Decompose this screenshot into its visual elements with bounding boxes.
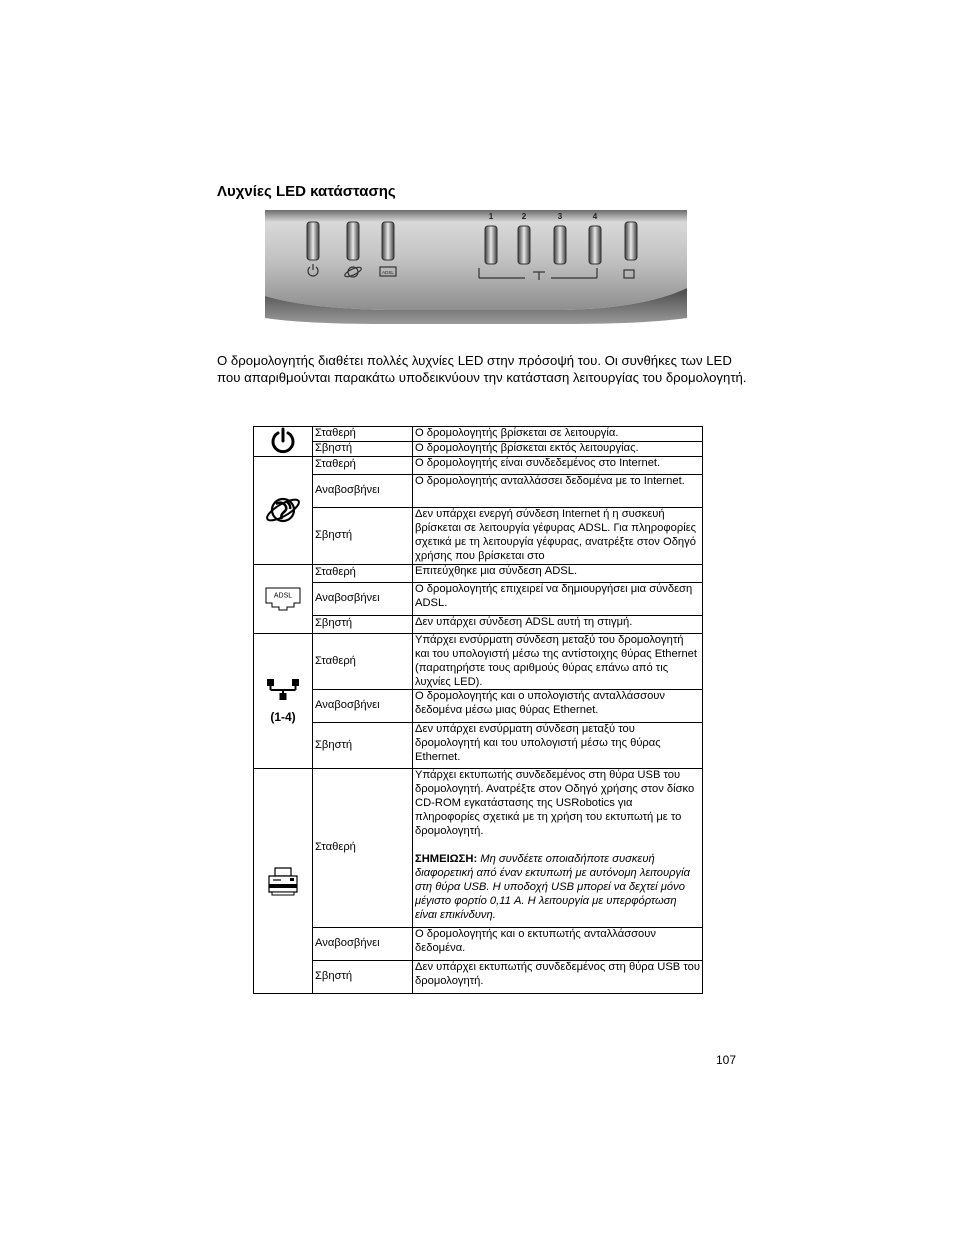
table-row: [254, 769, 703, 928]
table-row: [254, 427, 703, 442]
power-icon: [270, 427, 296, 455]
table-row: [254, 633, 703, 690]
printer-icon: [266, 866, 300, 896]
led-state: Αναβοσβήνει: [313, 582, 413, 615]
table-row: [254, 961, 703, 994]
led-description: Ο δρομολογητής είναι συνδεδεμένος στο Internet.: [413, 456, 703, 474]
usb-led-cell: [254, 769, 313, 994]
led-description: Υπάρχει εκτυπωτής συνδεδεμένος στη θύρα USB του δρομολογητή. Ανατρέξτε στον Οδηγό χρήσης στον δίσκο CD-ROM εγκατάστασης της USRobotics για πληροφορίες σχετικά με τη χρήση του εκτυπωτή με το δρομολογητή.: [415, 769, 695, 838]
internet-globe-icon: [263, 493, 303, 527]
led-state: Σταθερή: [313, 633, 413, 690]
led-description-cell: [413, 769, 703, 928]
ethernet-network-icon: [265, 677, 301, 701]
usb-note: [415, 853, 700, 923]
led-state: Σβηστή: [313, 507, 413, 564]
table-row: [254, 564, 703, 582]
intro-paragraph: Ο δρομολογητής διαθέτει πολλές λυχνίες LED στην πρόσοψή του. Οι συνθήκες των LED που απαριθμούνται παρακάτω υποδεικνύουν την κατάσταση λειτουργίας του δρομολογητή.: [217, 353, 747, 385]
led-description: Επιτεύχθηκε μια σύνδεση ADSL.: [413, 564, 703, 582]
led-description: Δεν υπάρχει σύνδεση ADSL αυτή τη στιγμή.: [413, 615, 703, 633]
ethernet-led-cell: [254, 633, 313, 769]
led-description: Ο δρομολογητής βρίσκεται εκτός λειτουργίας.: [413, 441, 703, 456]
table-row: [254, 690, 703, 723]
led-state: Σταθερή: [313, 456, 413, 474]
led-state: Αναβοσβήνει: [313, 928, 413, 961]
router-front-panel-image: [265, 210, 687, 326]
led-state: Σταθερή: [313, 427, 413, 442]
table-row: [254, 441, 703, 456]
panel-adsl-label: ADSL: [382, 270, 394, 275]
power-led-cell: [254, 427, 313, 457]
led-status-table: [253, 426, 703, 994]
led-state: Αναβοσβήνει: [313, 690, 413, 723]
led-description: Δεν υπάρχει εκτυπωτής συνδεδεμένος στη θύρα USB του δρομολογητή.: [413, 961, 703, 994]
led-description: Δεν υπάρχει ενεργή σύνδεση Internet ή η συσκευή βρίσκεται σε λειτουργία γέφυρας ADSL. Για πληροφορίες σχετικά με τη λειτουργία γέφυρας, ανατρέξτε στον Οδηγό χρήσης που βρίσκεται στο: [413, 507, 703, 564]
adsl-icon-label: ADSL: [273, 592, 293, 600]
port-label: 3: [557, 212, 563, 221]
note-label: ΣΗΜΕΙΩΣΗ:: [415, 852, 478, 865]
table-row: [254, 928, 703, 961]
table-row: [254, 474, 703, 507]
led-state: Σταθερή: [313, 564, 413, 582]
led-state: Σβηστή: [313, 961, 413, 994]
led-state: Σβηστή: [313, 723, 413, 769]
ethernet-port-range: (1-4): [270, 710, 296, 725]
led-state: Σβηστή: [313, 615, 413, 633]
router-panel-drawing: [265, 210, 687, 326]
note-text: Μη συνδέετε οποιαδήποτε συσκευή διαφορετική από έναν εκτυπωτή με αυτόνομη λειτουργία στη θύρα USB. Η υποδοχή USB μπορεί να δεχτεί μόνο μέγιστο φορτίο 0,11 A. Η λειτουργία με υπερφόρτωση είναι επικίνδυνη.: [415, 852, 690, 921]
port-label: 2: [521, 212, 527, 221]
led-description: Υπάρχει ενσύρματη σύνδεση μεταξύ του δρομολογητή και του υπολογιστή μέσω της αντίστοιχης θύρας Ethernet (παρατηρήστε τους αριθμούς θύρας επάνω από τις λυχνίες LED).: [413, 633, 703, 690]
table-row: [254, 507, 703, 564]
table-row: [254, 615, 703, 633]
led-state: Σταθερή: [313, 769, 413, 928]
section-heading: Λυχνίες LED κατάστασης: [217, 183, 396, 200]
page-number: 107: [716, 1053, 737, 1067]
led-description: Ο δρομολογητής επιχειρεί να δημιουργήσει μια σύνδεση ADSL.: [413, 582, 703, 615]
led-description: Ο δρομολογητής ανταλλάσσει δεδομένα με το Internet.: [413, 474, 703, 507]
adsl-led-cell: [254, 564, 313, 633]
adsl-port-icon: [265, 587, 301, 611]
led-description: Ο δρομολογητής και ο υπολογιστής ανταλλάσσουν δεδομένα μέσω μιας θύρας Ethernet.: [413, 690, 703, 723]
table-row: [254, 723, 703, 769]
internet-led-cell: [254, 456, 313, 564]
led-description: Δεν υπάρχει ενσύρματη σύνδεση μεταξύ του δρομολογητή και του υπολογιστή μέσω της θύρας Ethernet.: [413, 723, 703, 769]
led-state: Σβηστή: [313, 441, 413, 456]
port-label: 4: [592, 212, 598, 221]
table-row: [254, 582, 703, 615]
led-description: Ο δρομολογητής βρίσκεται σε λειτουργία.: [413, 427, 703, 442]
led-state: Αναβοσβήνει: [313, 474, 413, 507]
port-label: 1: [488, 212, 494, 221]
led-description: Ο δρομολογητής και ο εκτυπωτής ανταλλάσσουν δεδομένα.: [413, 928, 703, 961]
table-row: [254, 456, 703, 474]
